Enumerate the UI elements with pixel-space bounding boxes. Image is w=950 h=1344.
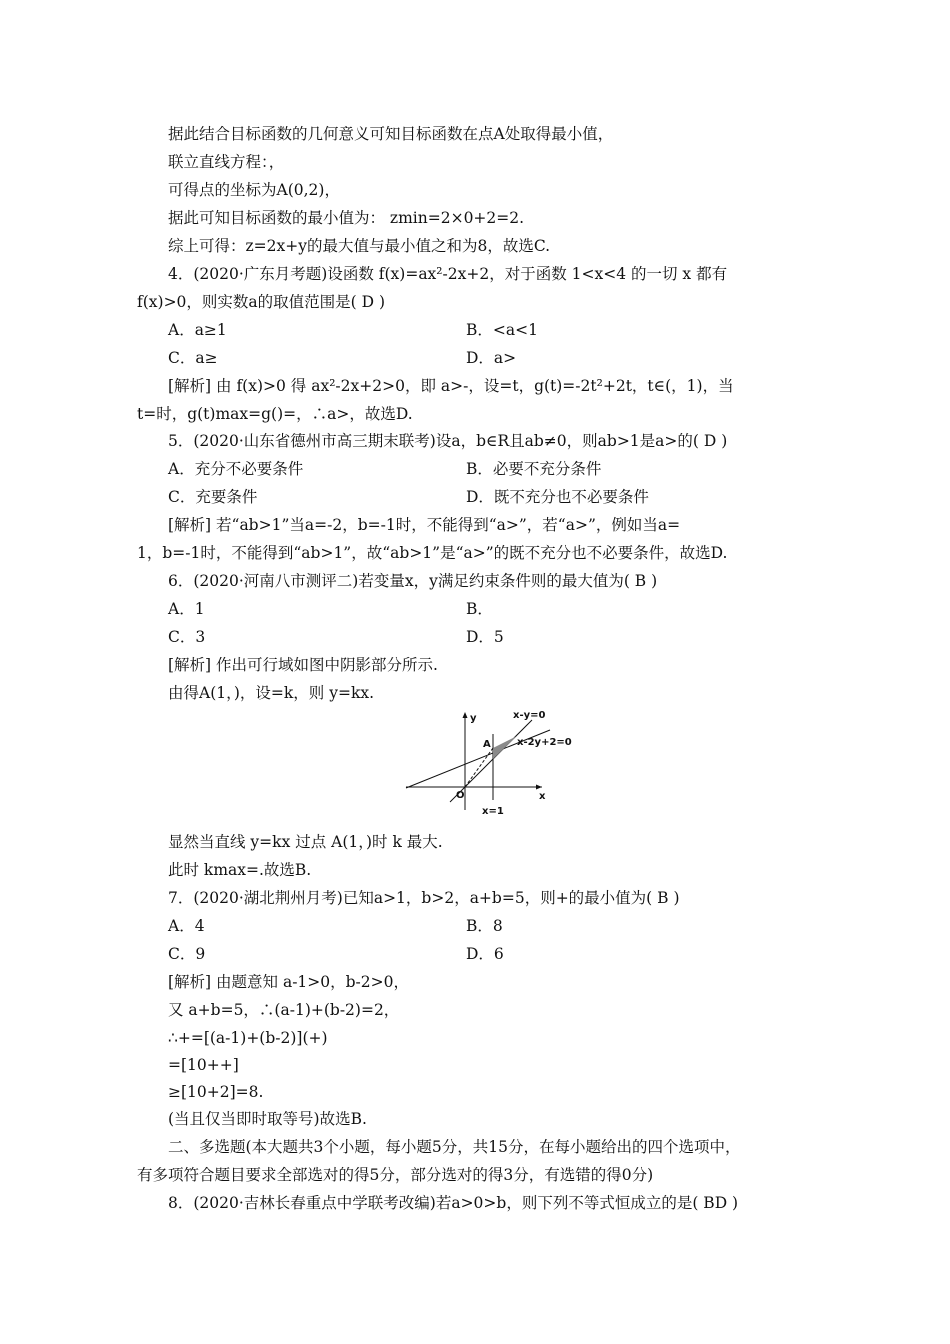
label-o: O <box>456 790 465 801</box>
text-line: (当且仅当即时取等号)故选B. <box>168 1110 367 1128</box>
shaded-region <box>493 736 517 759</box>
option-7b: B．8 <box>466 917 503 935</box>
option-6b: B． <box>466 600 493 618</box>
label-line3: x=1 <box>482 806 504 817</box>
option-6d: D．5 <box>466 628 504 646</box>
text-line: 又 a+b=5，∴(a-1)+(b-2)=2， <box>168 1001 400 1019</box>
text-line: =[10++] <box>168 1056 239 1074</box>
option-4b: B．<a<1 <box>466 321 538 339</box>
text-line: 可得点的坐标为A(0,2)， <box>168 181 340 199</box>
x-axis-arrow-icon <box>536 785 542 790</box>
option-6a: A．1 <box>168 600 205 618</box>
question-6: 6．(2020·河南八市测评二)若变量x，y满足约束条件则的最大值为( B ) <box>168 572 658 590</box>
text-line: 有多项符合题目要求全部选对的得5分，部分选对的得3分，有选错的得0分) <box>137 1166 654 1184</box>
text-line: ∴+=[(a-1)+(b-2)](+) <box>168 1029 328 1047</box>
analysis-6: [解析] 作出可行域如图中阴影部分所示. <box>168 656 438 674</box>
option-7d: D．6 <box>466 945 504 963</box>
text-line: 综上可得：z=2x+y的最大值与最小值之和为8，故选C. <box>168 237 551 255</box>
feasible-region-figure <box>402 708 602 820</box>
label-x: x <box>539 791 546 802</box>
option-6c: C．3 <box>168 628 206 646</box>
option-7c: C．9 <box>168 945 206 963</box>
section-heading: 二、多选题(本大题共3个小题，每小题5分，共15分，在每小题给出的四个选项中， <box>168 1138 741 1156</box>
label-a: A <box>483 739 491 750</box>
option-5c: C．充要条件 <box>168 488 258 506</box>
label-line2: x-2y+2=0 <box>517 737 572 748</box>
text-line: f(x)>0，则实数a的取值范围是( D ) <box>137 293 386 311</box>
text-line: t=时，g(t)max=g()=，∴a>，故选D. <box>137 405 413 423</box>
label-line1: x-y=0 <box>513 710 546 721</box>
question-8: 8．(2020·吉林长春重点中学联考改编)若a>0>b，则下列不等式恒成立的是( BD ) <box>168 1194 739 1212</box>
dashed-line-to-a <box>465 748 493 787</box>
label-y: y <box>470 713 477 724</box>
text-line: 1，b=-1时，不能得到“ab>1”，故“ab>1”是“a>”的既不充分也不必要条件，故选D. <box>137 544 728 562</box>
question-5: 5．(2020·山东省德州市高三期末联考)设a，b∈R且ab≠0，则ab>1是a>的( D ) <box>168 432 728 450</box>
option-7a: A．4 <box>168 917 205 935</box>
y-axis-arrow-icon <box>463 712 468 718</box>
question-4: 4．(2020·广东月考题)设函数 f(x)=ax²-2x+2，对于函数 1<x<4 的一切 x 都有 <box>168 265 728 283</box>
text-line: 显然当直线 y=kx 过点 A(1，)时 k 最大. <box>168 833 443 851</box>
text-line: 由得A(1，)，设=k，则 y=kx. <box>168 684 375 702</box>
option-5d: D．既不充分也不必要条件 <box>466 488 649 506</box>
option-4c: C．a≥ <box>168 349 218 367</box>
text-line: 据此可知目标函数的最小值为： zmin=2×0+2=2. <box>168 209 525 227</box>
option-4a: A．a≥1 <box>168 321 227 339</box>
option-5b: B．必要不充分条件 <box>466 460 602 478</box>
analysis-5: [解析] 若“ab>1”当a=-2，b=-1时，不能得到“a>”，若“a>”，例如当a= <box>168 516 681 534</box>
text-line: 此时 kmax=.故选B. <box>168 861 312 879</box>
question-7: 7．(2020·湖北荆州月考)已知a>1，b>2，a+b=5，则+的最小值为( B ) <box>168 889 680 907</box>
analysis-4: [解析] 由 f(x)>0 得 ax²-2x+2>0，即 a>-，设=t，g(t)=-2t²+2t，t∈(，1)，当 <box>168 377 734 395</box>
option-4d: D．a> <box>466 349 517 367</box>
text-line: ≥[10+2]=8. <box>168 1083 264 1101</box>
text-line: 联立直线方程：， <box>168 153 285 171</box>
option-5a: A．充分不必要条件 <box>168 460 304 478</box>
text-line: 据此结合目标函数的几何意义可知目标函数在点A处取得最小值， <box>168 125 614 143</box>
feasible-region-graph <box>402 708 602 820</box>
analysis-7: [解析] 由题意知 a-1>0，b-2>0， <box>168 973 410 991</box>
